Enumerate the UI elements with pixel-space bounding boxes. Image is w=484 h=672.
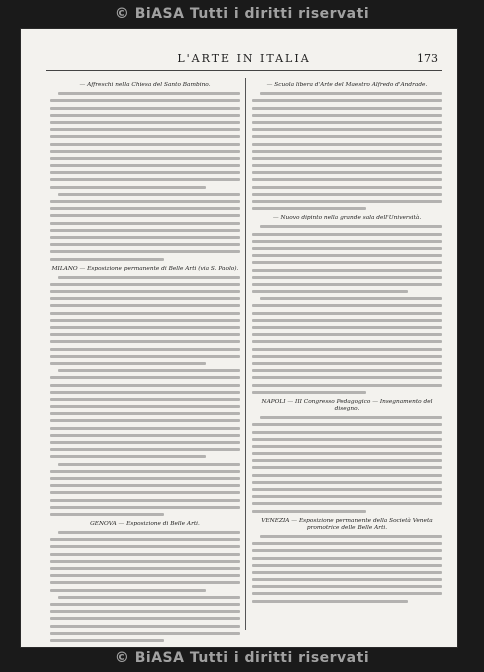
page-header (50, 52, 438, 68)
section-heading: MILANO — Esposizione permanente di Belle Arti (via S. Paolo). (51, 265, 239, 272)
paragraph (252, 92, 442, 210)
right-column (252, 80, 442, 628)
paragraph (252, 416, 442, 512)
running-title: L'ARTE IN ITALIA (177, 52, 311, 65)
left-column (50, 80, 240, 628)
section-heading: — Affreschi nella Chiesa del Santo Bambino. (79, 82, 211, 88)
watermark-bottom: © BiASA Tutti i diritti riservati (114, 650, 370, 666)
paragraph (252, 225, 442, 393)
section-genova (50, 521, 240, 642)
section-napoli (252, 399, 442, 513)
watermark-top: © BiASA Tutti i diritti riservati (114, 6, 370, 22)
section-milano (50, 266, 240, 516)
column-divider (245, 78, 246, 630)
section-affreschi (50, 82, 240, 261)
section-heading: NAPOLI — III Congresso Pedagogico — Insegnamento del disegno. (261, 398, 433, 412)
section-venezia (252, 518, 442, 603)
section-heading: GENOVA — Esposizione di Belle Arti. (90, 520, 200, 527)
section-scuola-libera (252, 82, 442, 210)
section-nuovo-dipinto (252, 215, 442, 394)
header-rule (46, 70, 442, 71)
section-heading: — Scuola libera d'Arte del Maestro Alfredo d'Andrade. (266, 82, 428, 88)
section-heading: — Nuovo dipinto nella grande sala dell'Università. (272, 215, 422, 222)
paragraph (252, 535, 442, 603)
paragraph (50, 531, 240, 642)
paragraph (50, 92, 240, 260)
page-number: 173 (417, 52, 438, 65)
paragraph (50, 276, 240, 516)
document-page (20, 28, 458, 648)
section-heading: VENEZIA — Esposizione permanente della Società Veneta promotrice delle Belle Arti. (261, 517, 433, 531)
